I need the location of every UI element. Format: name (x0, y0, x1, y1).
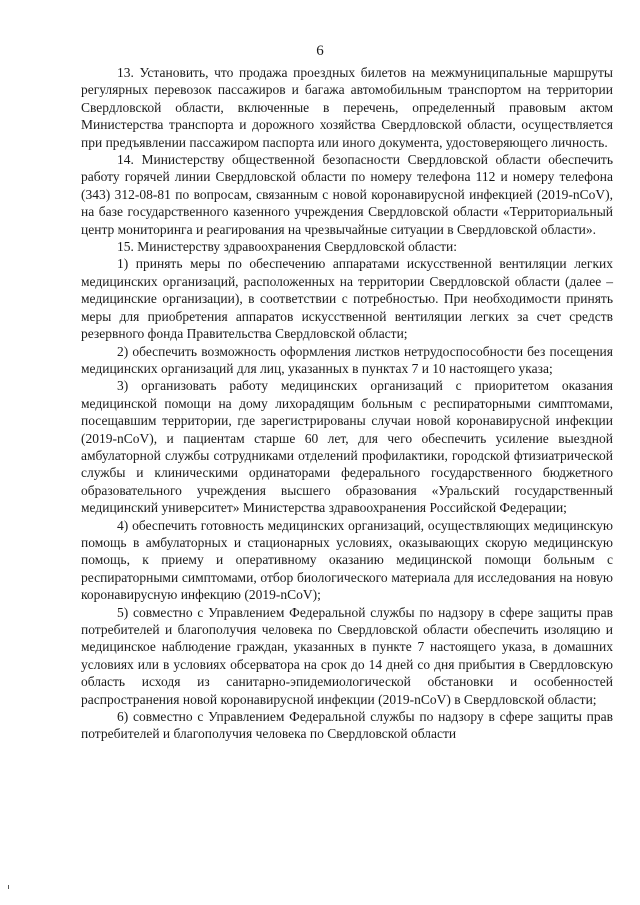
paragraph-14: 14. Министерству общественной безопасности Свердловской области обеспечить работу горячей линии Свердловской области по номеру телефона 112 и номеру телефона (343) 312-08-81 по вопросам, связанным с новой коронавирусной инфекцией (2019-nCoV), на базе государственного казенного учреждения Свердловской области «Территориальный центр мониторинга и реагирования на чрезвычайные ситуации в Свердловской области». (81, 152, 613, 237)
paragraph-15-item-5: 5) совместно с Управлением Федеральной службы по надзору в сфере защиты прав потребителей и благополучия человека по Свердловской области обеспечить изоляцию и медицинское наблюдение граждан, указанных в пункте 7 настоящего указа, в домашних условиях или в условиях обсерватора на срок до 14 дней со дня прибытия в Свердловскую область исходя из санитарно-эпидемиологической обстановки и особенностей распространения новой коронавирусной инфекции (2019-nCoV) в Свердловской области; (81, 604, 613, 707)
paragraph-15-item-2: 2) обеспечить возможность оформления листков нетрудоспособности без посещения медицинских организаций для лиц, указанных в пунктах 7 и 10 настоящего указа; (81, 343, 613, 376)
paragraph-15-item-6: 6) совместно с Управлением Федеральной службы по надзору в сфере защиты прав потребителей и благополучия человека по Свердловской области (81, 709, 613, 742)
paragraph-15-item-1: 1) принять меры по обеспечению аппаратами искусственной вентиляции легких медицинских организаций, расположенных на территории Свердловской области (далее – медицинские организации), в соответствии с потребностью. При необходимости принять меры для приобретения аппаратов искусственной вентиляции легких за счет средств резервного фонда Правительства Свердловской области; (81, 256, 613, 342)
paragraph-13: 13. Установить, что продажа проездных билетов на межмуниципальные маршруты регулярных перевозок пассажиров и багажа автомобильным транспортом на территории Свердловской области, включенные в перечень, определенный правовым актом Министерства транспорта и дорожного хозяйства Свердловской области, осуществляется при предъявлении пассажиром паспорта или иного документа, удостоверяющего личность. (81, 65, 613, 150)
scan-margin-mark (8, 885, 9, 889)
page-number: 6 (316, 43, 324, 59)
document-body (81, 64, 613, 743)
paragraph-15-item-4: 4) обеспечить готовность медицинских организаций, осуществляющих медицинскую помощь в амбулаторных и стационарных условиях, оказывающих скорую медицинскую помощь, к приему и оперативному оказанию медицинской помощи больным с респираторными симптомами, отбор биологического материала для исследования на новую коронавирусную инфекцию (2019-nCoV); (81, 517, 613, 603)
paragraph-15: 15. Министерству здравоохранения Свердловской области: (117, 239, 457, 255)
paragraph-15-item-3: 3) организовать работу медицинских организаций с приоритетом оказания медицинской помощи на дому лихорадящим больным с респираторными симптомами, посещавшим территории, где зарегистрированы случаи новой коронавирусной инфекции (2019-nCoV), и пациентам старше 60 лет, для чего обеспечить усиление выездной амбулаторной службы сотрудниками отделений профилактики, городской фтизиатрической службы и клиническими ординаторами федерального государственного бюджетного образовательного учреждения высшего образования «Уральский государственный медицинский университет» Министерства здравоохранения Российской Федерации; (81, 378, 613, 516)
